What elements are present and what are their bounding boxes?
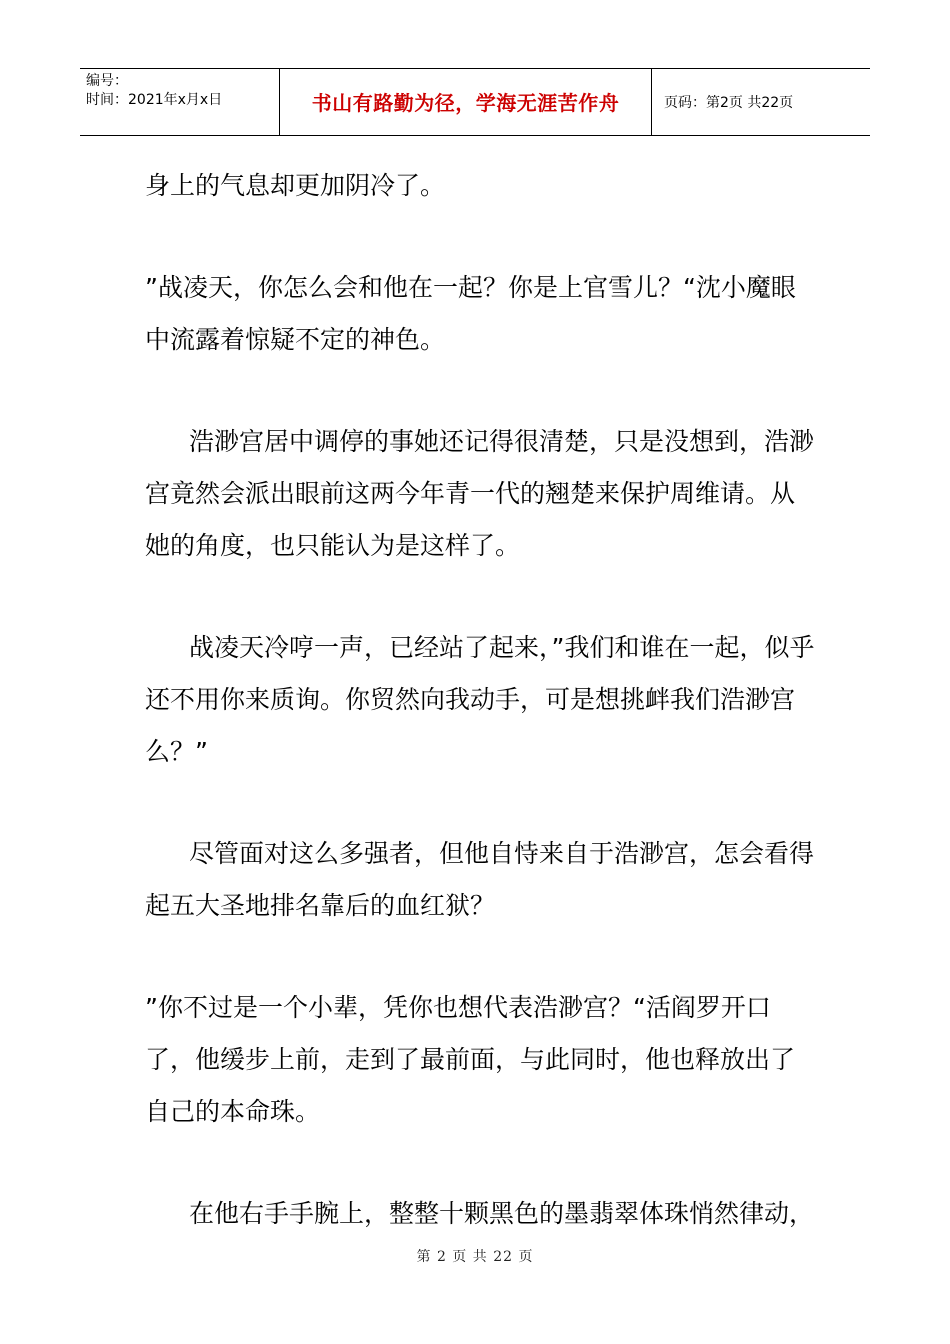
paragraph: 浩渺宫居中调停的事她还记得很清楚，只是没想到，浩渺宫竟然会派出眼前这两今年青一代的翘楚来保护周维请。从她的角度，也只能认为是这样了。 [145, 427, 815, 560]
header-motto: 书山有路勤为径，学海无涯苦作舟 [280, 69, 652, 135]
paragraph: ”战凌天，你怎么会和他在一起？你是上官雪儿？“沈小魔眼中流露着惊疑不定的神色。 [145, 273, 796, 354]
paragraph: ”你不过是一个小辈，凭你也想代表浩渺宫？“活阎罗开口了，他缓步上前，走到了最前面，与此同时，他也释放出了自己的本命珠。 [145, 993, 796, 1126]
paragraph: 战凌天冷哼一声，已经站了起来，”我们和谁在一起，似乎还不用你来质询。你贸然向我动手，可是想挑衅我们浩渺宫么？” [145, 633, 815, 766]
document-number-label: 编号： [86, 73, 128, 89]
header-page-info: 页码：第2页 共22页 [664, 95, 794, 111]
paragraph: 尽管面对这么多强者，但他自恃来自于浩渺宫，怎会看得起五大圣地排名靠后的血红狱？ [145, 839, 815, 920]
document-body [145, 160, 815, 1290]
page-header [80, 68, 870, 136]
header-meta-cell [80, 69, 280, 135]
document-time-label: 时间：2021年x月x日 [86, 92, 223, 108]
page-footer: 第 2 页 共 22 页 [416, 1249, 534, 1265]
paragraph: 在他右手手腕上，整整十颗黑色的墨翡翠体珠悄然律动， [189, 1199, 815, 1228]
paragraph: 身上的气息却更加阴冷了。 [145, 171, 446, 200]
